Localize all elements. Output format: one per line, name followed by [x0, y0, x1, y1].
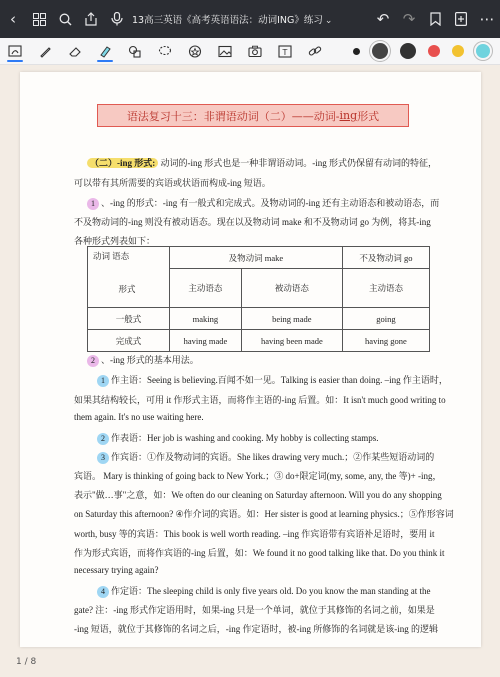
table-cell: having made — [170, 330, 242, 352]
heading-text: 语法复习十三：非谓语动词（二）——动词- — [126, 109, 340, 123]
highlighter-icon[interactable] — [90, 38, 120, 64]
text-line: 如果其结构较长，可用 it 作形式主语，而将作主语的-ing 后置。如：It isn't much good writing to — [74, 395, 446, 405]
heading-suffix: 形式 — [357, 109, 380, 123]
table-cell: going — [342, 308, 429, 330]
text-line: -ing 短语，就位于其修饰的名词之后，-ing 作定语时，被-ing 所修饰的名词就是该-ing 的逻辑 — [74, 624, 438, 634]
camera-icon[interactable] — [240, 38, 270, 64]
text-line: them again. It's no use waiting here. — [74, 412, 204, 422]
color-red[interactable] — [428, 45, 440, 57]
table-corner-bottom: 形式 — [118, 284, 136, 294]
number-badge: 2 — [87, 355, 99, 367]
section-two-label: （二）-ing 形式: — [87, 158, 158, 168]
page-indicator[interactable]: 1 / 8 — [16, 657, 37, 667]
text-line: worth, busy 等的宾语：This book is well worth reading. –ing 作宾语带有宾语补足语时，要用 it — [74, 529, 435, 539]
undo-icon[interactable]: ↶ — [376, 10, 390, 28]
pen-icon[interactable] — [30, 38, 60, 64]
text-line: necessary trying again? — [74, 565, 159, 575]
color-palette — [347, 38, 496, 64]
color-charcoal[interactable] — [400, 43, 416, 59]
table-cell: having gone — [342, 330, 429, 352]
table-row — [88, 330, 430, 352]
shapes-icon[interactable] — [120, 38, 150, 64]
chevron-down-icon: ⌄ — [324, 16, 333, 26]
text-line: 作为形式宾语，而将作宾语的-ing 后置，如：We found it no good talking like that. Do you think it — [74, 548, 445, 558]
page-heading — [97, 104, 409, 127]
number-badge: 1 — [87, 198, 99, 210]
heading-ing: ing — [339, 109, 358, 122]
text-line: 、-ing 的形式：-ing 有一般式和完成式。及物动词的-ing 还有主动语态和被动语态，而 — [101, 198, 440, 208]
color-yellow[interactable] — [452, 45, 464, 57]
table-header-passive: 被动语态 — [241, 269, 342, 308]
table-cell: being made — [241, 308, 342, 330]
eraser-icon[interactable] — [60, 38, 90, 64]
number-badge: 3 — [97, 452, 109, 464]
number-badge: 2 — [97, 433, 109, 445]
sticker-icon[interactable] — [180, 38, 210, 64]
document-title-text: 13高三英语《高考英语语法：动词ING》练习 — [132, 15, 323, 26]
table-row — [88, 308, 430, 330]
table-header-active: 主动语态 — [170, 269, 242, 308]
section-two-intro — [87, 156, 437, 169]
text-line: 不及物动词的-ing 则没有被动语态。现在以及物动词 make 和不及物动词 go 为例，将其-ing — [74, 217, 431, 227]
color-dark-gray-selected[interactable] — [372, 43, 388, 59]
text-line: 作表语：Her job is washing and cooking. My hobby is collecting stamps. — [111, 433, 379, 443]
usage-3 — [97, 450, 434, 464]
back-icon[interactable]: ‹ — [10, 10, 16, 28]
text-line: 可以带有其所需要的宾语或状语而构成-ing 短语。 — [74, 178, 271, 188]
grid-icon[interactable] — [26, 0, 52, 38]
text-line: 动词的-ing 形式也是一种非谓语动词。-ing 形式仍保留有动词的特征， — [158, 158, 438, 168]
more-icon[interactable]: ⋯ — [479, 10, 495, 28]
ing-forms-table — [87, 246, 430, 352]
text-line: gate? 注：-ing 形式作定语用时，如果-ing 只是一个单词，就位于其修饰的名词之前，如果是 — [74, 605, 435, 615]
table-cell: 一般式 — [88, 308, 170, 330]
search-icon[interactable] — [52, 0, 78, 38]
text-line: 、-ing 形式的基本用法。 — [101, 355, 199, 365]
share-icon[interactable] — [78, 0, 104, 38]
table-header-active-2: 主动语态 — [342, 269, 429, 308]
image-icon[interactable] — [210, 38, 240, 64]
redo-icon[interactable]: ↷ — [402, 10, 416, 28]
document-title[interactable] — [130, 12, 370, 26]
text-line: on Saturday this afternoon? ④作介词的宾语。如：Her sister is good at learning physics.；⑤作形容词 — [74, 509, 454, 519]
usage-4 — [97, 584, 430, 598]
table-cell: 完成式 — [88, 330, 170, 352]
text-line: 宾语。 Mary is thinking of going back to New York.；③ do+限定词(my, some, any, the 等)+ -ing， — [74, 471, 442, 481]
lasso-icon[interactable] — [150, 38, 180, 64]
number-badge: 1 — [97, 375, 109, 387]
text-line: 作主语：Seeing is believing.百闻不如一见。Talking is easier than doing. –ing 作主语时， — [111, 375, 448, 385]
text-icon[interactable] — [270, 38, 300, 64]
usage-1 — [97, 373, 448, 387]
usage-2 — [97, 431, 378, 445]
text-line: 作宾语：①作及物动词的宾语。She likes drawing very much.；②作某些短语动词的 — [111, 452, 435, 462]
annotation-toolbar — [0, 38, 500, 65]
color-black-small[interactable] — [353, 48, 360, 55]
table-header-intransitive: 不及物动词 go — [342, 247, 429, 269]
add-page-icon[interactable] — [448, 0, 474, 38]
table-corner-cell — [88, 247, 170, 308]
document-page[interactable] — [20, 72, 481, 647]
color-cyan[interactable] — [476, 44, 490, 58]
number-badge: 4 — [97, 586, 109, 598]
text-line: 表示"做…事"之意，如：We often do our cleaning on Saturday afternoon. Will you do any shopping — [74, 490, 442, 500]
text-line: 作定语：The sleeping child is only five years old. Do you know the man standing at the — [111, 586, 431, 596]
table-cell: having been made — [241, 330, 342, 352]
mic-icon[interactable] — [104, 0, 130, 38]
link-icon[interactable] — [300, 38, 330, 64]
text-line: 各种形式列表如下： — [74, 236, 156, 246]
table-cell: making — [170, 308, 242, 330]
lasso-pen-icon[interactable] — [0, 38, 30, 64]
bookmark-icon[interactable] — [422, 0, 448, 38]
svg-text:T: T — [282, 47, 288, 57]
top-app-bar — [0, 0, 500, 38]
para-1 — [87, 196, 439, 210]
para-2 — [87, 353, 199, 367]
table-header-transitive: 及物动词 make — [170, 247, 343, 269]
table-corner-top: 动词 语态 — [93, 251, 130, 261]
